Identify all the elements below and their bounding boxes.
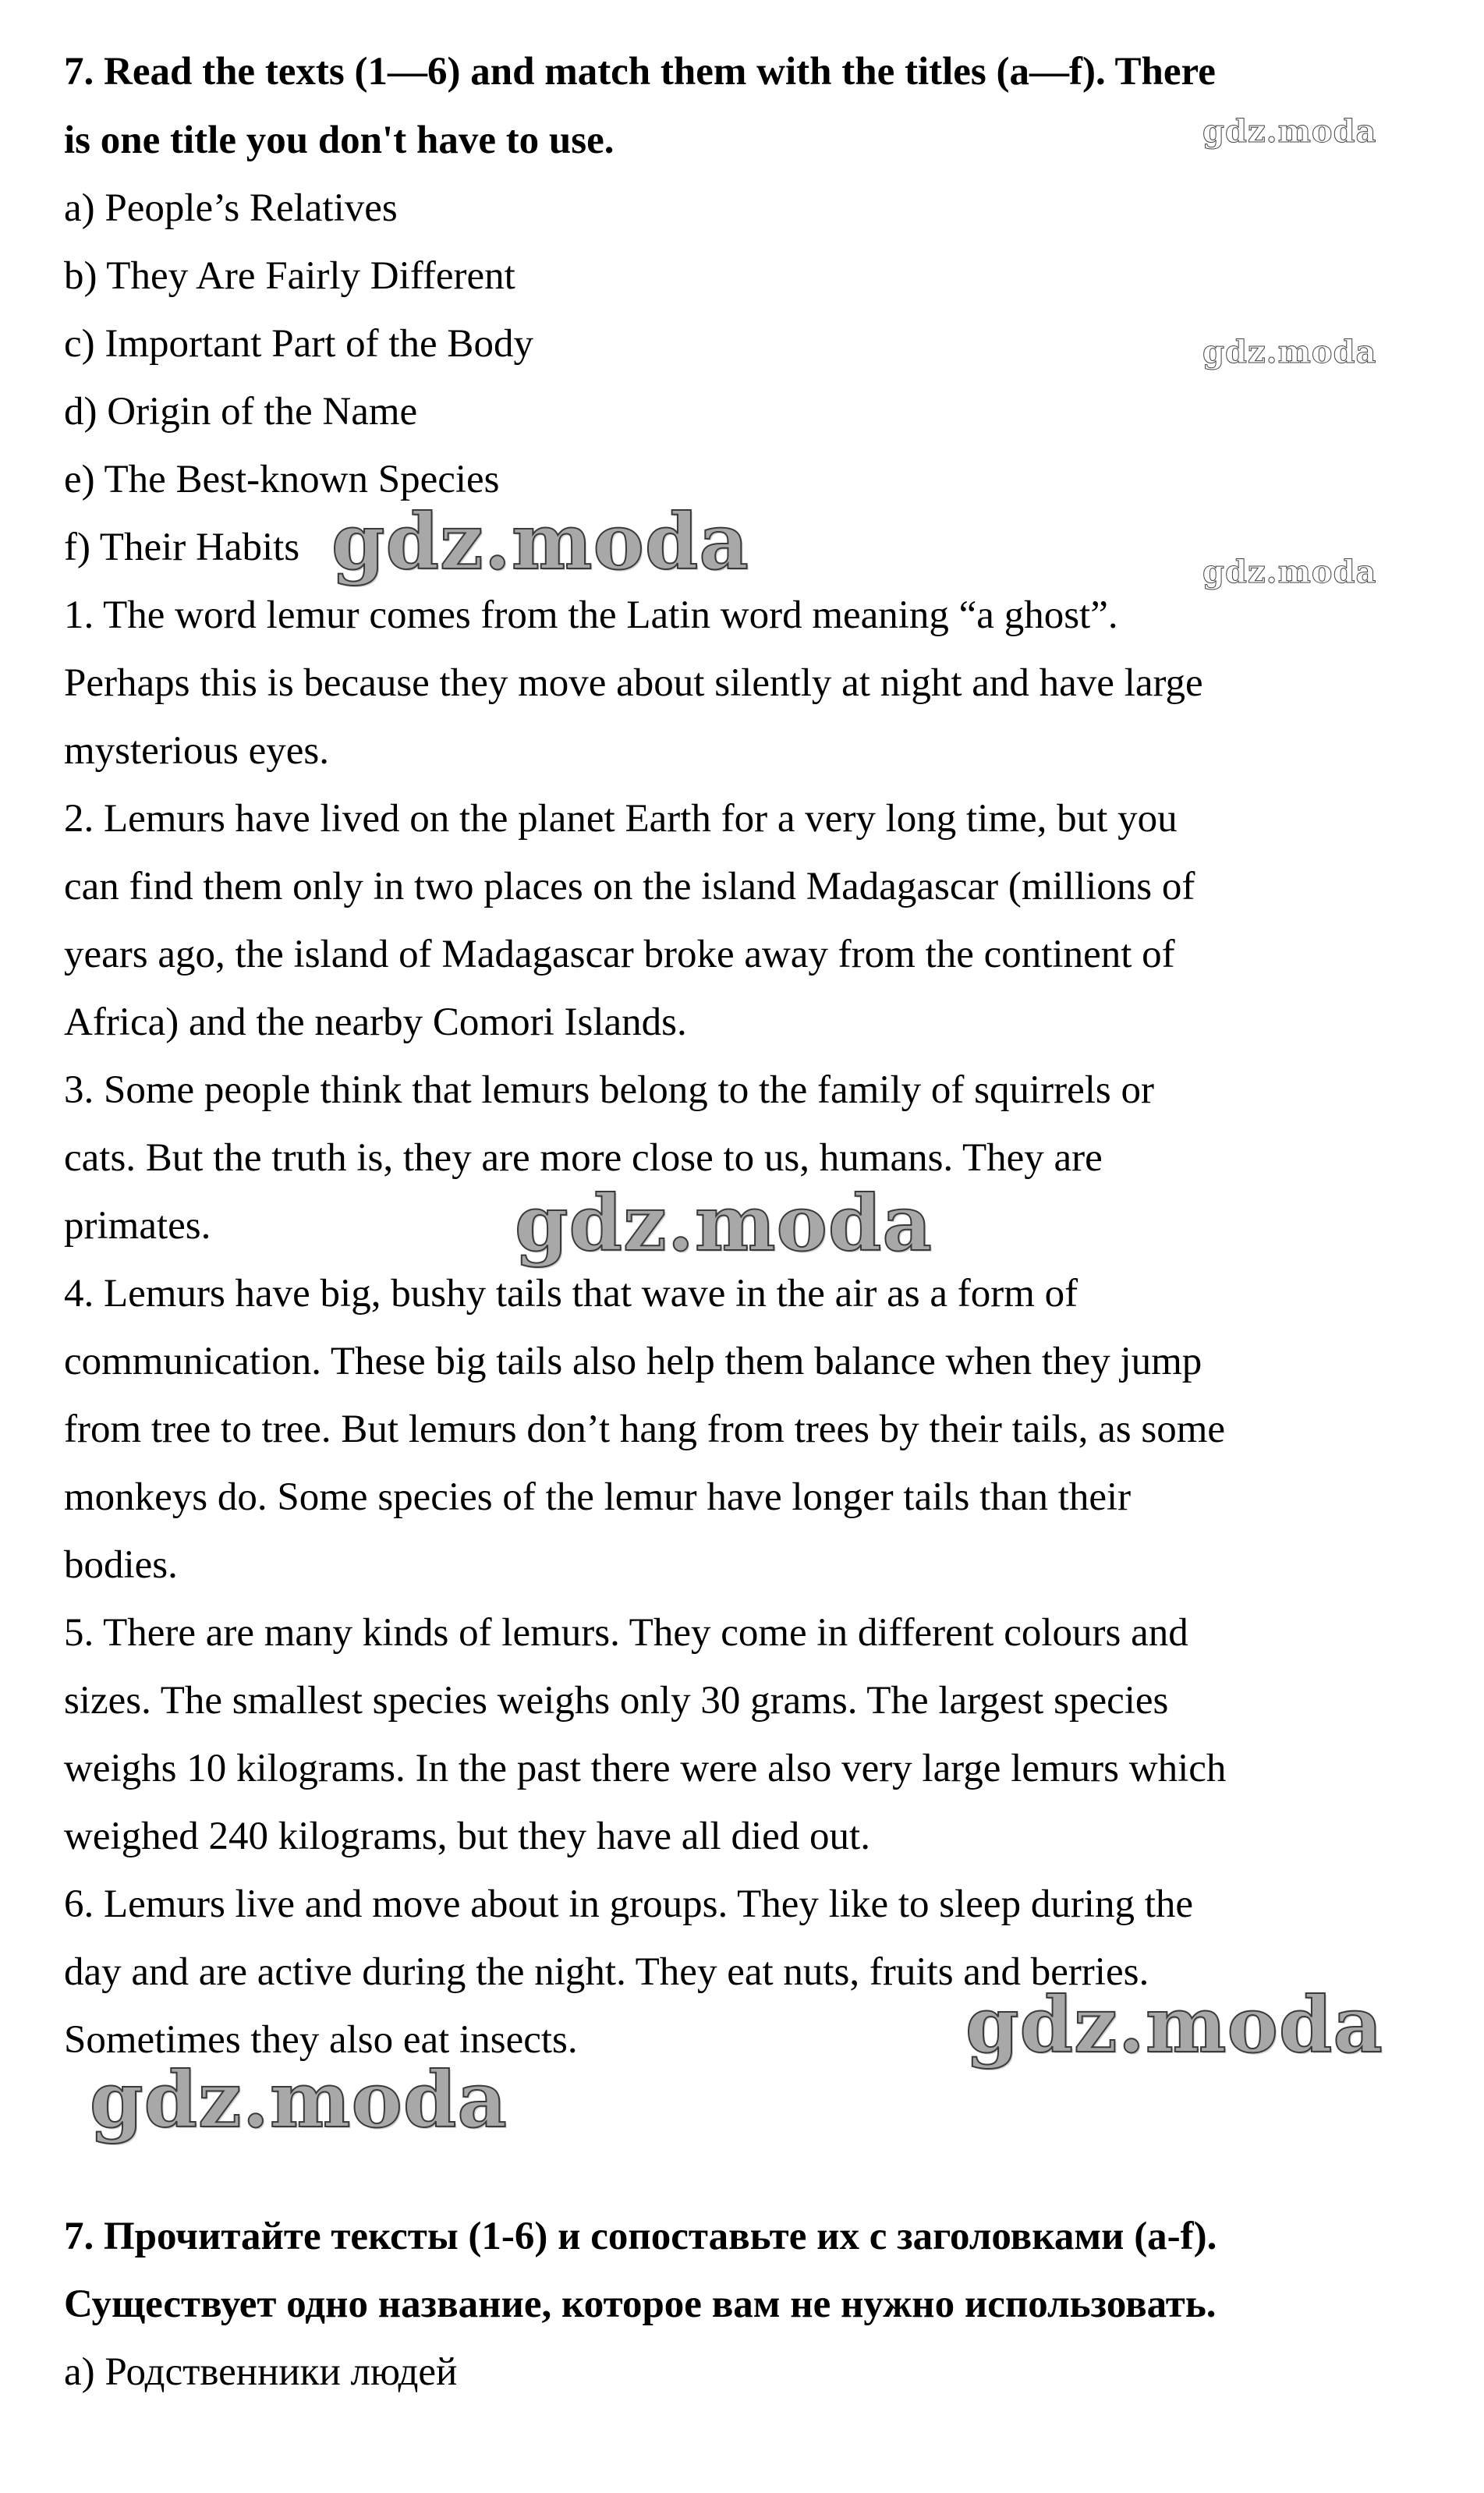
- watermark: gdz.moda: [515, 1179, 933, 1269]
- title-a: a) People’s Relatives: [64, 186, 398, 230]
- watermark: gdz.moda: [965, 1981, 1383, 2070]
- watermark: gdz.moda: [1202, 554, 1377, 590]
- text-line: Africa) and the nearby Comori Islands.: [64, 1000, 687, 1044]
- text-line: day and are active during the night. They eat nuts, fruits and berries.: [64, 1950, 1149, 1994]
- text-line: 3. Some people think that lemurs belong to the family of squirrels or: [64, 1068, 1154, 1112]
- title-d: d) Origin of the Name: [64, 390, 418, 434]
- text-line: mysterious eyes.: [64, 729, 329, 773]
- text-line: primates.: [64, 1204, 211, 1248]
- text-line: communication. These big tails also help them balance when they jump: [64, 1340, 1202, 1383]
- text-line: years ago, the island of Madagascar broke away from the continent of: [64, 933, 1175, 976]
- ru-title-a: a) Родственники людей: [64, 2350, 458, 2394]
- title-f: f) Their Habits: [64, 526, 300, 569]
- text-line: can find them only in two places on the island Madagascar (millions of: [64, 865, 1195, 908]
- text-line: 6. Lemurs live and move about in groups. They like to sleep during the: [64, 1882, 1194, 1926]
- title-c: c) Important Part of the Body: [64, 322, 533, 366]
- text-line: from tree to tree. But lemurs don’t hang from trees by their tails, as some: [64, 1408, 1226, 1451]
- task-heading-line-1: 7. Read the texts (1—6) and match them with the titles (a—f). There: [64, 50, 1216, 94]
- title-b: b) They Are Fairly Different: [64, 254, 515, 298]
- text-line: Perhaps this is because they move about silently at night and have large: [64, 661, 1203, 705]
- text-line: 5. There are many kinds of lemurs. They come in different colours and: [64, 1611, 1188, 1655]
- text-line: cats. But the truth is, they are more close to us, humans. They are: [64, 1136, 1103, 1180]
- watermark: gdz.moda: [331, 498, 749, 587]
- text-line: 1. The word lemur comes from the Latin word meaning “a ghost”.: [64, 593, 1118, 637]
- watermark: gdz.moda: [90, 2056, 508, 2145]
- text-line: 2. Lemurs have lived on the planet Earth for a very long time, but you: [64, 797, 1178, 841]
- watermark: gdz.moda: [1202, 334, 1377, 370]
- text-line: weighs 10 kilograms. In the past there were also very large lemurs which: [64, 1747, 1227, 1790]
- title-e: e) The Best-known Species: [64, 458, 500, 501]
- text-line: Sometimes they also eat insects.: [64, 2018, 578, 2062]
- text-line: bodies.: [64, 1543, 178, 1587]
- text-line: monkeys do. Some species of the lemur have longer tails than their: [64, 1475, 1132, 1519]
- ru-task-heading-line-2: Существует одно название, которое вам не нужно использовать.: [64, 2282, 1217, 2326]
- watermark: gdz.moda: [1202, 113, 1377, 150]
- text-line: weighed 240 kilograms, but they have all died out.: [64, 1815, 870, 1858]
- ru-task-heading-line-1: 7. Прочитайте тексты (1-6) и сопоставьте их с заголовками (a-f).: [64, 2215, 1217, 2258]
- task-heading-line-2: is one title you don't have to use.: [64, 119, 614, 162]
- text-line: sizes. The smallest species weighs only 30 grams. The largest species: [64, 1679, 1169, 1723]
- text-line: 4. Lemurs have big, bushy tails that wave in the air as a form of: [64, 1272, 1078, 1316]
